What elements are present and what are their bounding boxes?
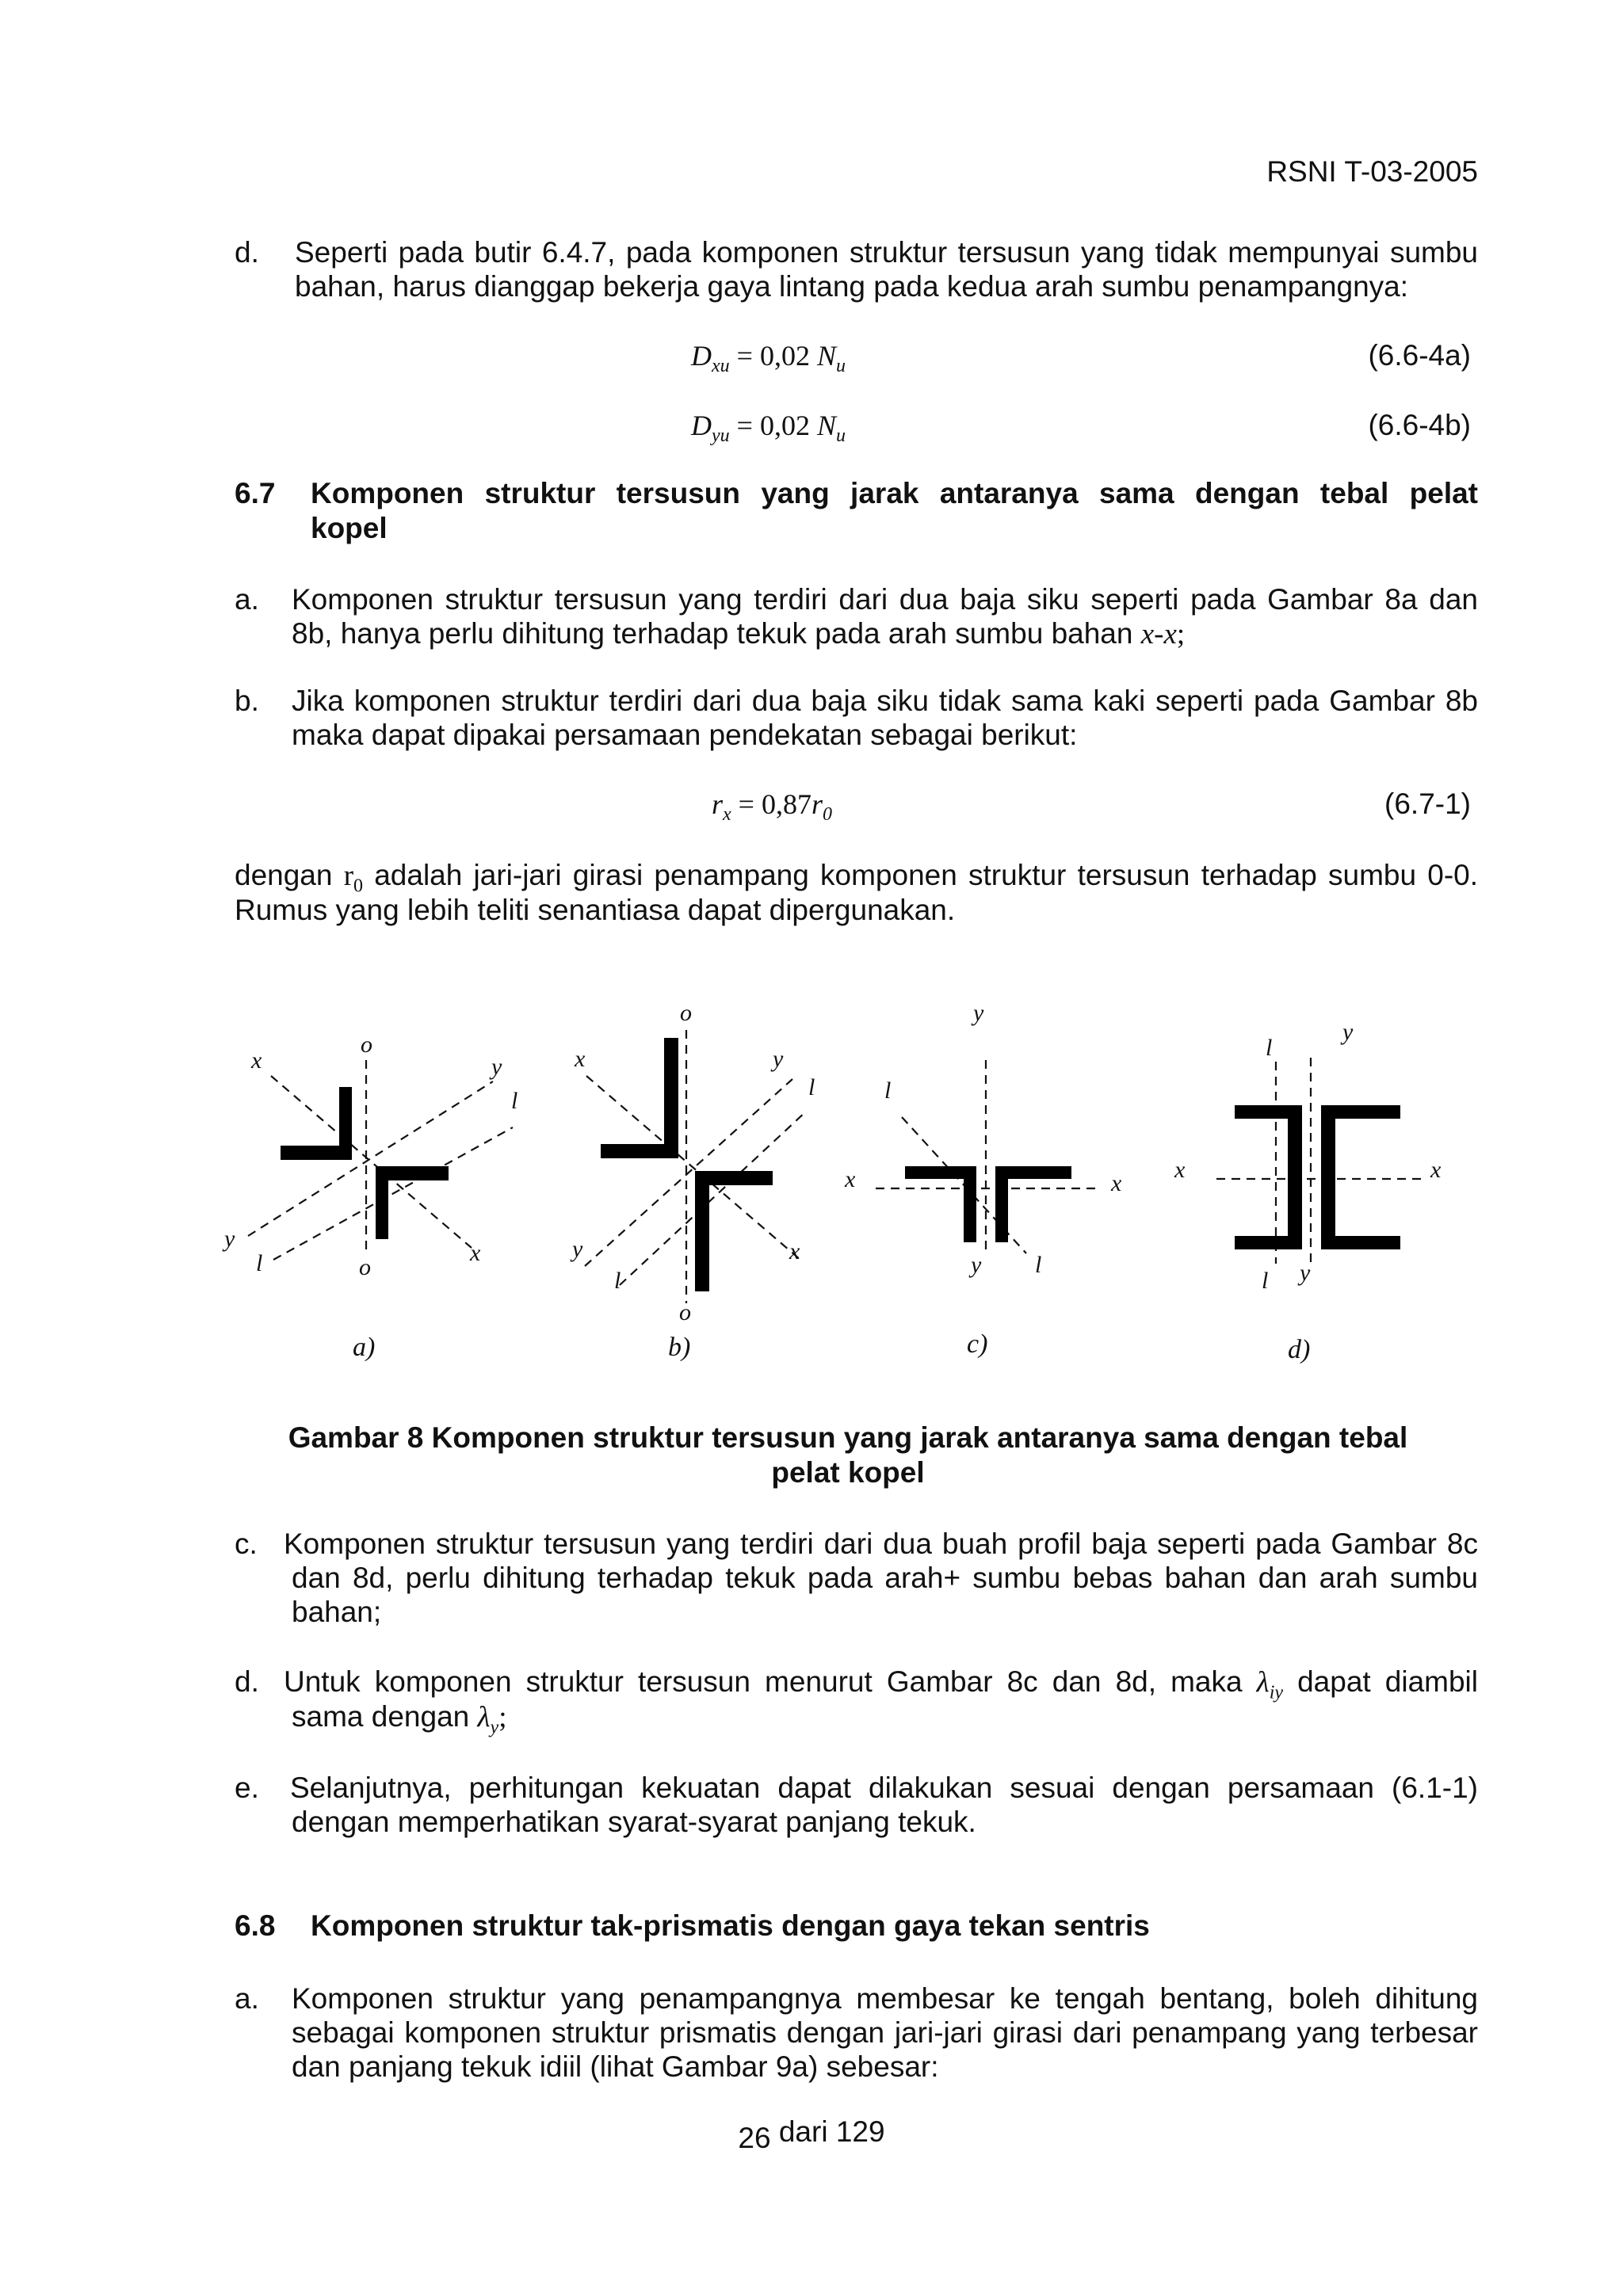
channel-right-top-flange [1321,1105,1400,1119]
section-6-7-title-line1: Komponen struktur tersusun yang jarak antaranya sama dengan tebal pelat [311,477,1478,509]
angle-left-vertical [964,1166,976,1242]
item-c-line3: bahan; [292,1596,382,1628]
fig-a-label-y-left: y [224,1226,235,1252]
item-b-marker: b. [235,685,259,717]
fig-d-label-y-top: y [1342,1019,1354,1045]
figure-8-caption-line1: Gambar 8 Komponen struktur tersusun yang jarak antaranya sama dengan tebal [288,1421,1408,1454]
fig-c-label-y-top: y [973,1000,984,1026]
paragraph-dengan-line1: dengan $r_0$ adalah jari-jari girasi penampang komponen struktur tersusun terhadap sumbu 0-0. [235,859,1479,897]
angle-right-vertical [995,1166,1008,1242]
subcaption-c: c) [967,1329,988,1359]
axis-x-x [586,1076,800,1260]
item-a2-line2: sebagai komponen struktur prismatis dengan jari-jari girasi dari penampang yang terbesar [292,2016,1478,2049]
equation-6-6-4b: $D_{yu} = 0,02$ $N_u$ [691,410,846,447]
fig-b-label-o-bottom: o [679,1299,691,1325]
equation-6-6-4a: $D_{xu} = 0,02$ $N_u$ [691,340,846,377]
fig-a-label-o-top: o [361,1032,372,1058]
item-e-marker: e. [235,1772,259,1804]
angle-upper-horizontal [281,1146,352,1160]
subcaption-b: b) [668,1333,691,1362]
page-number: 26 [738,2122,771,2154]
section-6-7-title-line2: kopel [311,512,388,544]
fig-d-label-y-bottom: y [1300,1260,1311,1286]
channel-left-top-flange [1235,1105,1302,1119]
item-d2-line1: Untuk komponen struktur tersusun menurut Gambar 8c dan 8d, maka $\lambda_{iy}$ dapat diambil [284,1665,1478,1703]
fig-b-label-x-bottomright: x [789,1238,800,1264]
paragraph-dengan-line2: Rumus yang lebih teliti senantiasa dapat dipergunakan. [235,894,956,926]
figure-8d [1216,1058,1426,1264]
fig-a-label-o-bottom: o [359,1254,371,1280]
fig-d-label-l-top: l [1266,1035,1273,1061]
subcaption-a: a) [353,1333,376,1362]
fig-a-label-x-bottomright: x [470,1240,481,1266]
item-a-line1: Komponen struktur tersusun yang terdiri dari dua baja siku seperti pada Gambar 8a dan [292,583,1478,616]
fig-d-label-x-left: x [1174,1157,1186,1183]
item-c-line1: Komponen struktur tersusun yang terdiri dari dua buah profil baja seperti pada Gambar 8c [284,1527,1478,1560]
channel-right-bottom-flange [1321,1236,1400,1249]
item-a2-line1: Komponen struktur yang penampangnya membesar ke tengah bentang, boleh dihitung [292,1982,1478,2015]
item-c-marker: c. [235,1527,258,1560]
fig-a-label-l-right: l [511,1088,518,1114]
angle-lower-horizontal [695,1171,773,1185]
fig-b-label-y-topright: y [773,1046,784,1072]
page-footer [0,2114,1623,2154]
fig-d-label-x-right: x [1430,1157,1442,1183]
channel-left-bottom-flange [1235,1236,1302,1249]
fig-b-label-y-left: y [572,1236,583,1262]
fig-c-label-x-left: x [845,1166,856,1192]
figure-8a [248,1060,513,1260]
item-d-line1: Seperti pada butir 6.4.7, pada komponen struktur tersusun yang tidak mempunyai sumbu [295,236,1478,269]
equation-6-7-1: $r_x = 0,87r_0$ [712,788,832,826]
item-d-marker: d. [235,236,259,269]
equation-number-6-6-4a: (6.6-4a) [1368,339,1471,372]
angle-lower-vertical [695,1171,709,1291]
fig-b-label-x-topleft: x [575,1046,586,1072]
item-a2-line3: dan panjang tekuk idiil (lihat Gambar 9a) sebesar: [292,2050,939,2083]
item-c-line2: dan 8d, perlu dihitung terhadap tekuk pada arah+ sumbu bebas bahan dan arah sumbu [292,1562,1478,1594]
item-d2-line2: sama dengan $\lambda_y$; [292,1700,507,1738]
item-d-line2: bahan, harus dianggap bekerja gaya lintang pada kedua arah sumbu penampangnya: [295,270,1409,303]
figure-8c [876,1060,1102,1253]
item-a-marker: a. [235,583,259,616]
item-e-line1: Selanjutnya, perhitungan kekuatan dapat dilakukan sesuai dengan persamaan (6.1-1) [290,1772,1478,1804]
equation-number-6-7-1: (6.7-1) [1384,788,1471,820]
item-e-line2: dengan memperhatikan syarat-syarat panjang tekuk. [292,1806,976,1838]
figure-8-diagram [0,990,1623,1402]
fig-d-label-l-bottom: l [1262,1268,1269,1294]
document-code: RSNI T-03-2005 [1266,155,1478,188]
item-a2-marker: a. [235,1982,259,2015]
figure-8-caption-line2: pelat kopel [771,1456,925,1489]
channel-right-web [1321,1105,1335,1249]
item-b-line2: maka dapat dipakai persamaan pendekatan sebagai berikut: [292,719,1078,751]
channel-left-web [1288,1105,1302,1249]
fig-c-label-l-bottom: l [1035,1252,1042,1278]
section-6-8-number: 6.8 [235,1909,276,1942]
fig-a-label-l-bottomleft: l [256,1250,263,1276]
fig-b-label-l-right: l [808,1074,815,1100]
item-a-line2: 8b, hanya perlu dihitung terhadap tekuk pada arah sumbu bahan x-x; [292,617,1186,650]
page-total: dari 129 [778,2115,885,2148]
subcaption-d: d) [1288,1335,1311,1364]
fig-a-label-y-topright: y [491,1054,502,1080]
item-b-line1: Jika komponen struktur terdiri dari dua baja siku tidak sama kaki seperti pada Gambar 8b [292,685,1478,717]
fig-c-label-l-top: l [884,1077,892,1104]
fig-b-label-o-top: o [680,1000,692,1026]
angle-upper-horizontal [601,1144,678,1158]
angle-lower-horizontal [376,1166,449,1180]
equation-number-6-6-4b: (6.6-4b) [1368,409,1471,441]
axis-x-x [271,1076,472,1248]
axis-l-l [620,1111,807,1285]
item-d2-marker: d. [235,1665,259,1698]
angle-upper-vertical [664,1038,678,1158]
fig-b-label-l-bottom: l [614,1268,621,1294]
fig-c-label-y-bottom: y [971,1252,982,1278]
section-6-7-number: 6.7 [235,477,276,509]
fig-a-label-x-topleft: x [251,1047,262,1074]
fig-c-label-x-right: x [1111,1170,1122,1196]
section-6-8-title: Komponen struktur tak-prismatis dengan gaya tekan sentris [311,1909,1150,1942]
